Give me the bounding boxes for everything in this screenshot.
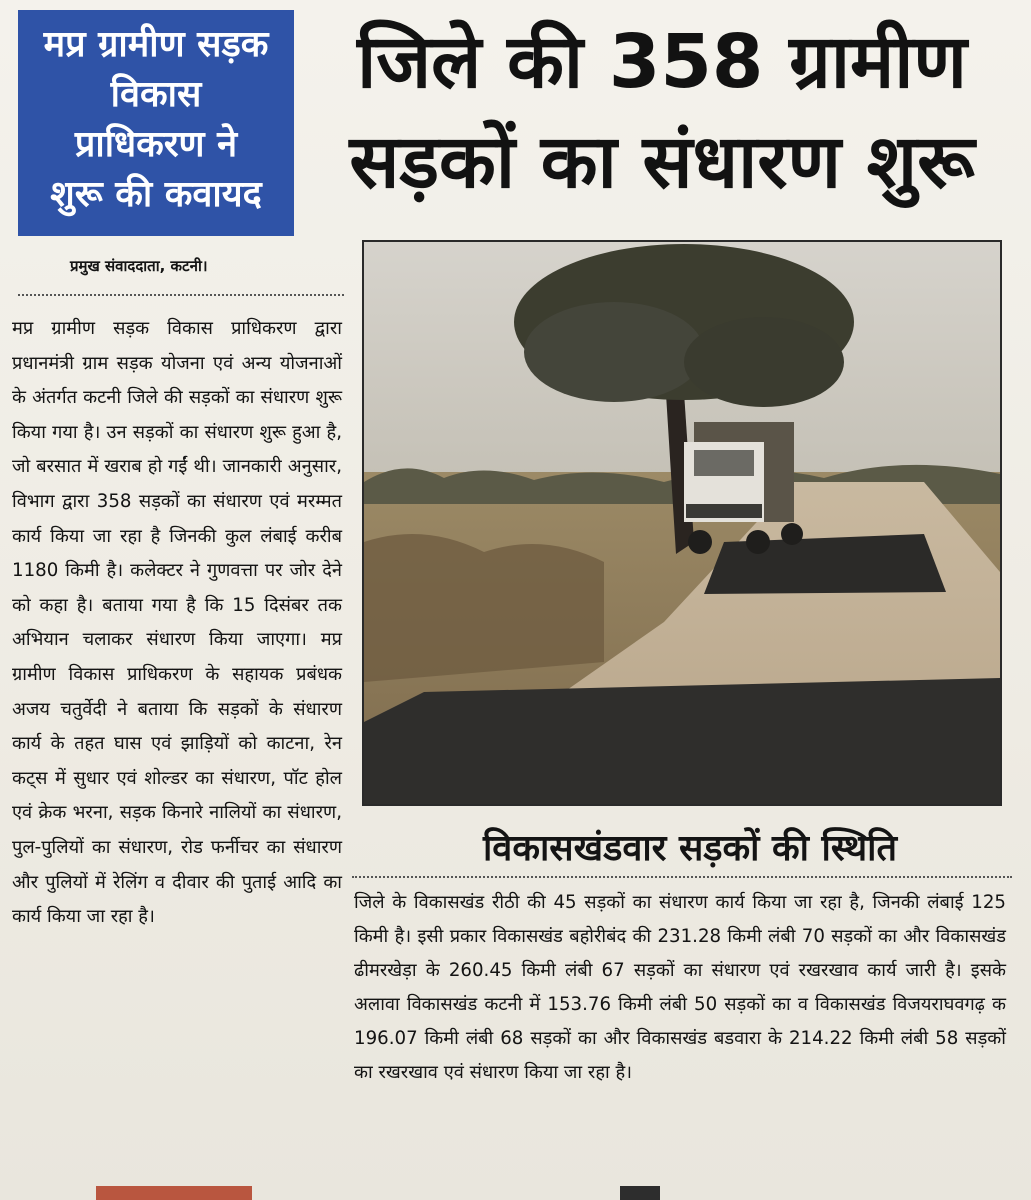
kicker-line-3: प्राधिकरण ने [74, 124, 238, 165]
kicker-box [18, 10, 294, 236]
article-body-left [12, 312, 342, 935]
bottom-clipping-fragment [96, 1186, 252, 1200]
road-repair-photo [364, 242, 1000, 804]
headline [306, 12, 1018, 212]
headline-line-2: सड़कों का संधारण शुरू [349, 119, 975, 205]
article-paragraph: मप्र ग्रामीण सड़क विकास प्राधिकरण द्वारा प्रधानमंत्री ग्राम सड़क योजना एवं अन्य योजनाओं के अंतर्गत कटनी जिले की सड़कों का संधारण शुरू किया गया है। उन सड़कों का संधारण शुरू हुआ है, जो बरसात में खराब हो गईं थी। जानकारी अनुसार, विभाग द्वारा 358 सड़कों का संधारण एवं मरम्मत कार्य किया जा रहा है जिनकी कुल लंबाई करीब 1180 किमी है। कलेक्टर ने गुणवत्ता पर जोर देने को कहा है। बताया गया है कि 15 दिसंबर तक अभियान चलाकर संधारण किया जाएगा। मप्र ग्रामीण विकास प्राधिकरण के सहायक प्रबंधक अजय चतुर्वेदी ने बताया कि सड़कों के संधारण कार्य के तहत घास एवं झाड़ियों को काटना, रेन कट्स में सुधार एवं शोल्डर का संधारण, पॉट होल एवं क्रेक भरना, सड़क किनारे नालियों का संधारण, पुल-पुलियों का संधारण, रोड फर्नीचर का संधारण और पुलियों में रेलिंग व दीवार की पुताई आदि का कार्य किया जा रहा है। [12, 318, 342, 928]
kicker-line-2: विकास [110, 74, 202, 115]
article-paragraph: जिले के विकासखंड रीठी की 45 सड़कों का संधारण कार्य किया जा रहा है, जिनकी लंबाई 125 किमी है। इसी प्रकार विकासखंड बहोरीबंद की 231.28 किमी लंबी 70 सड़कों का और विकासखंड ढीमरखेड़ा के 260.45 किमी लंबी 67 सड़कों का संधारण एवं रखरखाव कार्य जारी है। इसके अलावा विकासखंड कटनी में 153.76 किमी लंबी 50 सड़कों का व विकासखंड विजयराघवगढ़ क 196.07 किमी लंबी 68 सड़कों का और विकासखंड बडवारा के 214.22 किमी लंबी 58 सड़कों का रखरखाव एवं संधारण किया जा रहा है। [354, 892, 1006, 1083]
kicker-line-1: मप्र ग्रामीण सड़क [43, 24, 269, 65]
article-body-right [354, 886, 1006, 1090]
section-subhead: विकासखंडवार सड़कों की स्थिति [482, 828, 898, 869]
byline: प्रमुख संवाददाता, कटनी। [70, 257, 208, 275]
kicker-line-4: शुरू की कवायद [50, 174, 262, 215]
bottom-clipping-fragment [620, 1186, 660, 1200]
byline-divider [18, 294, 344, 296]
news-photo [362, 240, 1002, 806]
subhead-divider [352, 876, 1012, 878]
headline-line-1: जिले की 358 ग्रामीण [357, 19, 967, 105]
